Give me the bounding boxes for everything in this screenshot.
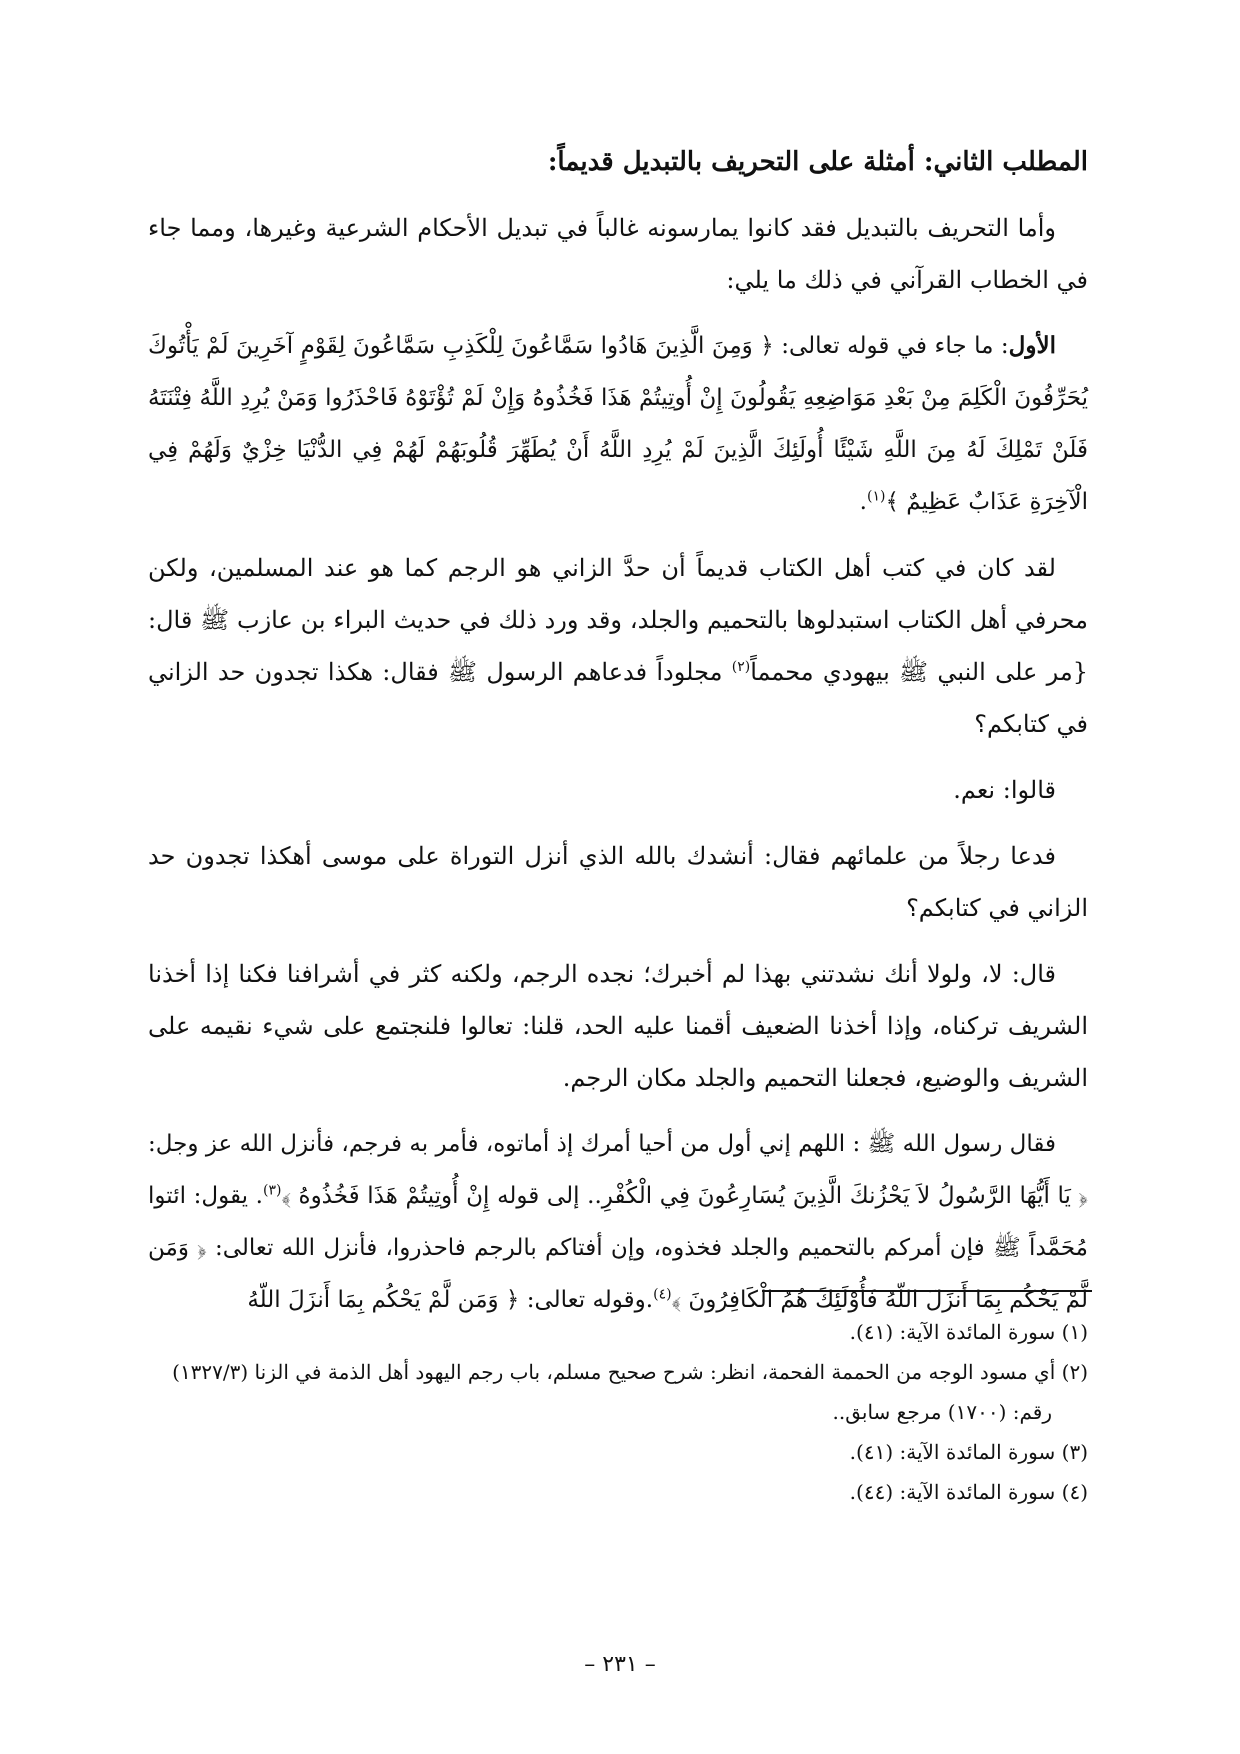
footnote-ref-2: (٢) bbox=[731, 659, 751, 675]
footnote-3: (٣) سورة المائدة الآية: (٤١). bbox=[849, 1440, 1088, 1464]
quran-verse-1: : ما جاء في قوله تعالى: ﴿ وَمِنَ الَّذِينَ هَادُوا سَمَّاعُونَ لِلْكَذِبِ سَمَّاعُونَ لِقَوْمٍ آخَرِينَ لَمْ يَأْتُوكَ يُحَرِّفُونَ الْكَلِمَ مِنْ بَعْدِ مَوَاضِعِهِ يَقُولُونَ إِنْ أُوتِيتُمْ هَذَا فَخُذُوهُ وَإِنْ لَمْ تُؤْتَوْهُ فَاحْذَرُوا وَمَنْ يُرِدِ اللَّهُ فِتْنَتَهُ فَلَنْ تَمْلِكَ لَهُ مِنَ اللَّهِ شَيْئًا أُولَئِكَ الَّذِينَ لَمْ يُرِدِ اللَّهُ أَنْ يُطَهِّرَ قُلُوبَهُمْ لَهُمْ فِي الدُّنْيَا خِزْيٌ وَلَهُمْ فِي الْآخِرَةِ عَذَابٌ عَظِيمٌ ﴾ bbox=[148, 333, 1088, 515]
revelation-text-a: فقال رسول الله ﷺ : اللهم إني أول من أحيا أمرك إذ أماتوه، فأمر به فرجم، فأنزل الله عز وجل: ﴿ يَا أَيُّهَا الرَّسُولُ لاَ يَحْزُنكَ الَّذِينَ يُسَارِعُونَ فِي الْكُفْرِ.. إلى قوله إِنْ أُوتِيتُمْ هَذَا فَخُذُوهُ ﴾ bbox=[148, 1131, 1088, 1209]
paragraph-reply: قال: لا، ولولا أنك نشدتني بهذا لم أخبرك؛ نجده الرجم، ولكنه كثر في أشرافنا فكنا إذا أخذنا الشريف تركناه، وإذا أخذنا الضعيف أقمنا عليه الحد، قلنا: تعالوا فلنجتمع على شيء نقيمه على الشريف والوضيع، فجعلنا التحميم والجلد مكان الرجم. bbox=[148, 960, 1088, 1092]
paragraph-end: . bbox=[859, 489, 867, 515]
paragraph-revelation bbox=[148, 1118, 1088, 1326]
footnote-ref-4: (٤) bbox=[653, 1286, 672, 1303]
paragraph-question: فدعا رجلاً من علمائهم فقال: أنشدك بالله الذي أنزل التوراة على موسى أهكذا تجدون حد الزاني في كتابكم؟ bbox=[148, 842, 1088, 922]
footnote-ref-1: (١) bbox=[866, 488, 886, 505]
paragraph-intro: وأما التحريف بالتبديل فقد كانوا يمارسونه غالباً في تبديل الأحكام الشرعية وغيرها، ومما جاء في الخطاب القرآني في ذلك ما يلي: bbox=[148, 214, 1088, 294]
revelation-text-b: . يقول: ائتوا مُحَمَّداً ﷺ فإن أمركم بالتحميم والجلد فخذوه، وإن أفتاكم بالرجم فاحذروا، فأنزل الله تعالى: ﴿ وَمَن لَّمْ يَحْكُم بِمَا أَنزَلَ اللّهُ فَأُوْلَئِكَ هُمُ الْكَافِرُونَ ﴾ bbox=[148, 1183, 1088, 1313]
footnote-4: (٤) سورة المائدة الآية: (٤٤). bbox=[849, 1480, 1088, 1504]
footnote-divider bbox=[762, 1290, 1092, 1292]
paragraph-hadith bbox=[148, 542, 1088, 750]
footnote-1: (١) سورة المائدة الآية: (٤١). bbox=[849, 1320, 1088, 1344]
hadith-text-b: مجلوداً فدعاهم الرسول ﷺ فقال: هكذا تجدون حد الزاني في كتابكم؟ bbox=[148, 658, 1088, 738]
footnote-2-continued: رقم: (١٧٠٠) مرجع سابق.. bbox=[832, 1400, 1052, 1424]
paragraph-first-example bbox=[148, 320, 1088, 528]
hadith-text-a: لقد كان في كتب أهل الكتاب قديماً أن حدَّ الزاني هو الرجم كما هو عند المسلمين، ولكن محرفي أهل الكتاب استبدلوها بالتحميم والجلد، وقد ورد ذلك في حديث البراء بن عازب ﷺ قال: {مر على النبي ﷺ بيهودي محمماً bbox=[148, 554, 1088, 686]
paragraph-answer: قالوا: نعم. bbox=[953, 776, 1056, 804]
heading-label: المطلب الثاني bbox=[933, 147, 1088, 177]
first-label: الأول bbox=[1008, 332, 1056, 359]
section-heading bbox=[148, 140, 1088, 184]
footnote-ref-3: (٣) bbox=[262, 1182, 282, 1199]
page-number: – ٢٣١ – bbox=[584, 1652, 656, 1677]
footnote-2: (٢) أي مسود الوجه من الحممة الفحمة، انظر: شرح صحيح مسلم، باب رجم اليهود أهل الذمة في الزنا (١٣٢٧/٣) bbox=[172, 1360, 1088, 1384]
heading-title: : أمثلة على التحريف بالتبديل قديماً: bbox=[547, 147, 934, 177]
revelation-text-c: .وقوله تعالى: ﴿ وَمَن لَّمْ يَحْكُم بِمَا أَنزَلَ اللّهُ bbox=[247, 1287, 654, 1313]
page-body bbox=[148, 140, 1088, 1340]
footnotes bbox=[148, 1312, 1088, 1512]
